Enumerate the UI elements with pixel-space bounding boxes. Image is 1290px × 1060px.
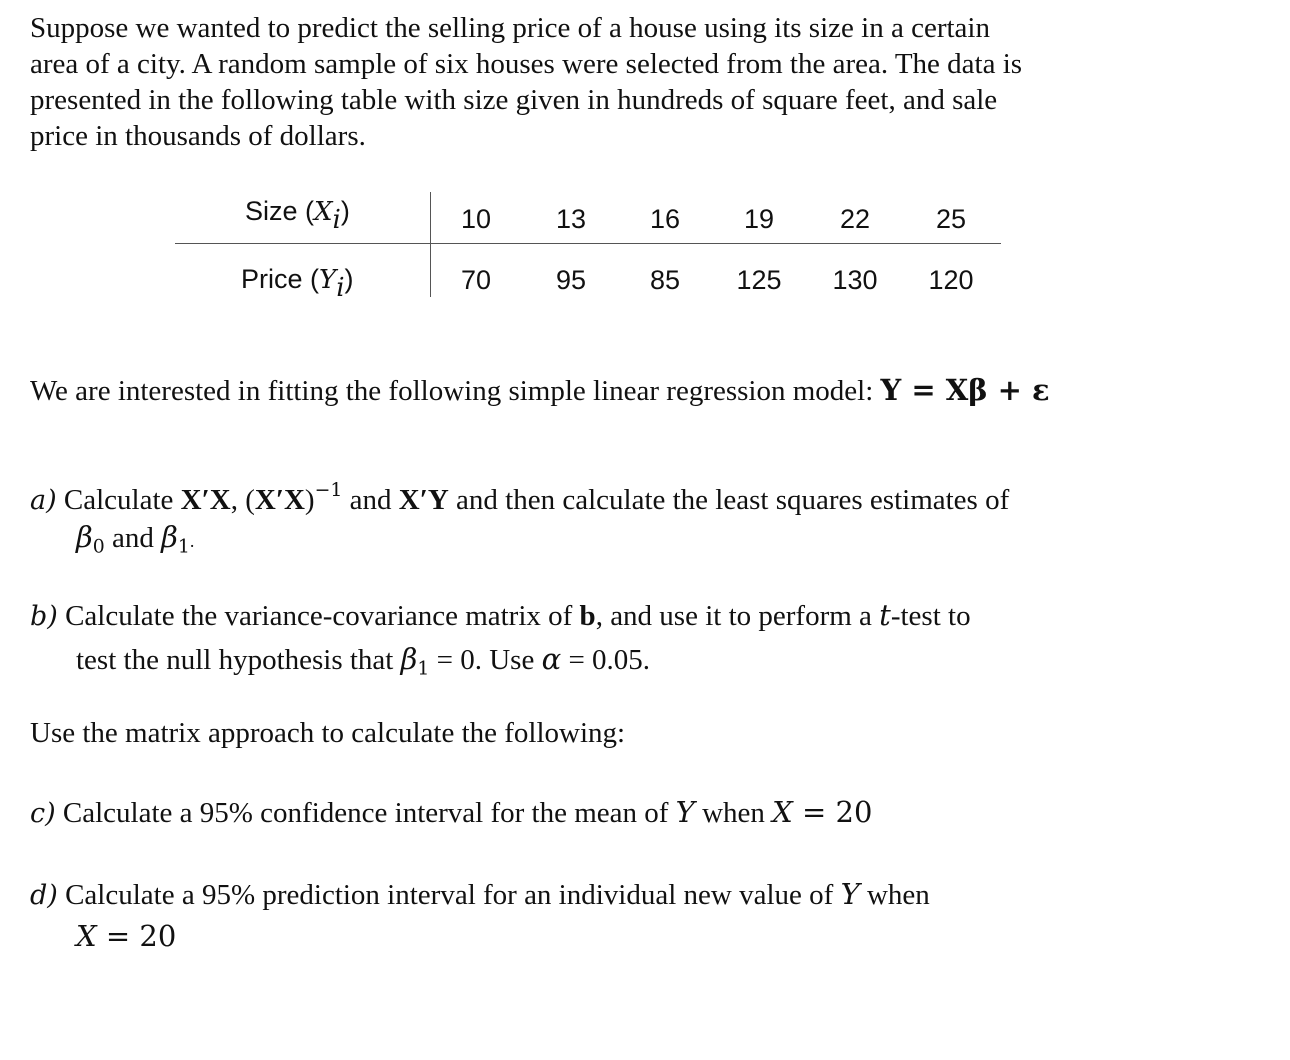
question-a: a) Calculate X′X, $(X'X)^{-1}$ and X′Y and then calculate the least squares estimates of $\beta_0$ and $\beta_1$.: [30, 479, 1010, 558]
size-cell: 25: [935, 204, 967, 234]
intro-line-1: Suppose we wanted to predict the selling price of a house using its size in a certain: [30, 12, 990, 44]
size-cell: 22: [839, 204, 871, 234]
matrix-approach-text: Use the matrix approach to calculate the following:: [30, 717, 626, 749]
question-b: b) Calculate the variance-covariance matrix of b, and use it to perform a t-test to test the null hypothesis that $\beta_1 = 0$. Use α = 0.05.: [30, 598, 971, 680]
question-d-letter: d): [30, 880, 58, 911]
size-cell: 16: [649, 204, 681, 234]
table-vertical-divider: [430, 192, 431, 297]
price-cell: 85: [649, 265, 681, 295]
size-cell: 19: [743, 204, 775, 234]
question-d: d) Calculate a 95% prediction interval for an individual new value of Y when X = 20: [30, 877, 930, 953]
size-cell: 13: [555, 204, 587, 234]
price-cell: 95: [555, 265, 587, 295]
price-cell: 125: [736, 265, 782, 295]
price-row-label: Price $(Y_i)$: [241, 264, 354, 303]
question-c-letter: c): [30, 798, 56, 829]
intro-line-4: price in thousands of dollars.: [30, 120, 366, 152]
size-row-label: Size $(X_i)$: [245, 196, 350, 235]
data-table: [0, 0, 1290, 320]
price-cell: 70: [460, 265, 492, 295]
question-a-letter: a): [30, 485, 57, 516]
question-b-letter: b): [30, 601, 58, 632]
size-cell: 10: [460, 204, 492, 234]
intro-line-3: presented in the following table with size given in hundreds of square feet, and sale: [30, 84, 998, 116]
price-cell: 120: [928, 265, 974, 295]
price-cell: 130: [832, 265, 878, 295]
intro-line-2: area of a city. A random sample of six houses were selected from the area. The data is: [30, 48, 1023, 80]
question-c: c) Calculate a 95% confidence interval for the mean of Y when X = 20: [30, 795, 873, 829]
model-statement: We are interested in fitting the following simple linear regression model: Y = Xβ + ε: [30, 373, 1050, 407]
table-horizontal-divider: [175, 243, 1001, 244]
model-equation: Y = Xβ + ε: [880, 373, 1050, 407]
